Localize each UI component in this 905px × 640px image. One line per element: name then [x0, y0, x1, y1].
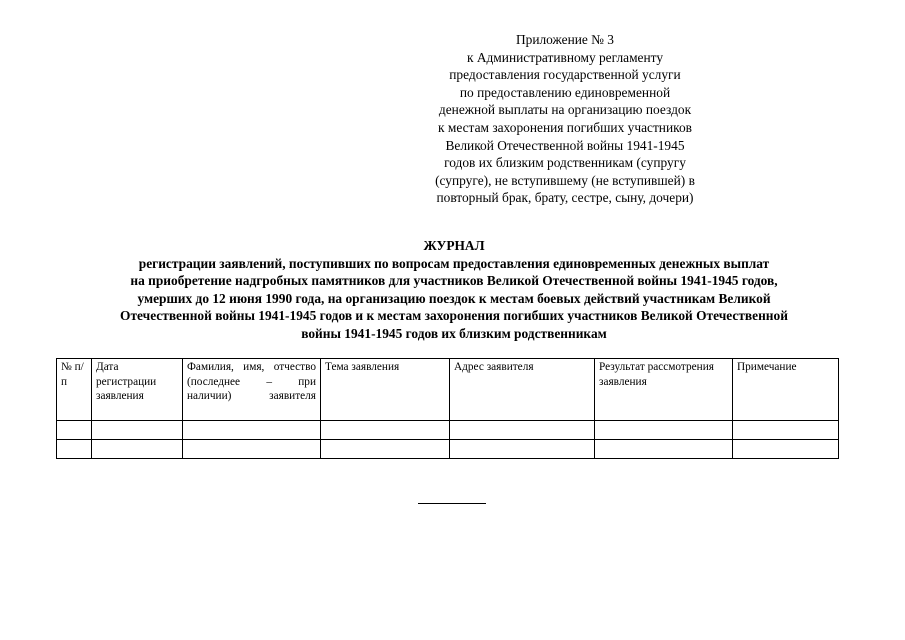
- table-cell: [183, 440, 321, 459]
- appendix-line: годов их близким родственникам (супругу: [444, 155, 686, 171]
- journal-title: ЖУРНАЛ: [423, 238, 485, 253]
- table-cell: [595, 421, 733, 440]
- journal-subtitle-line: войны 1941-1945 годов их близким родственникам: [301, 325, 607, 341]
- journal-heading: [56, 237, 852, 343]
- table-cell: [183, 421, 321, 440]
- table-header-row: [57, 359, 839, 421]
- column-header-date: Дата регистрации заявления: [92, 359, 183, 421]
- journal-subtitle-line: умерших до 12 июня 1990 года, на организацию поездок к местам боевых действий участникам Великой: [137, 290, 771, 306]
- appendix-line: предоставления государственной услуги: [449, 67, 681, 83]
- column-header-topic: Тема заявления: [321, 359, 450, 421]
- column-header-address: Адрес заявителя: [450, 359, 595, 421]
- appendix-line: Великой Отечественной войны 1941-1945: [445, 137, 685, 153]
- table-cell: [450, 421, 595, 440]
- appendix-line: по предоставлению единовременной: [459, 84, 671, 100]
- registration-table: [56, 358, 839, 459]
- appendix-header: [410, 31, 720, 207]
- table-cell: [92, 440, 183, 459]
- table-cell: [57, 421, 92, 440]
- column-header-number: № п/п: [57, 359, 92, 421]
- appendix-line: Приложение № 3: [515, 32, 615, 47]
- table-cell: [733, 421, 839, 440]
- journal-subtitle-line: Отечественной войны 1941-1945 годов и к местам захоронения погибших участников Великой Отечественной: [120, 308, 788, 324]
- column-header-applicant-name: Фамилия, имя, отчество (последнее – при наличии) заявителя: [183, 359, 321, 421]
- appendix-line: к Административному регламенту: [466, 49, 664, 65]
- table-cell: [450, 440, 595, 459]
- appendix-line: (супруге), не вступившему (не вступившей) в: [435, 172, 695, 188]
- table-row: [57, 440, 839, 459]
- column-header-note: Примечание: [733, 359, 839, 421]
- table-cell: [321, 421, 450, 440]
- separator-line: [418, 503, 486, 504]
- column-header-result: Результат рассмотрения заявления: [595, 359, 733, 421]
- table-cell: [733, 440, 839, 459]
- appendix-line: денежной выплаты на организацию поездок: [438, 102, 692, 118]
- table-cell: [92, 421, 183, 440]
- table-cell: [321, 440, 450, 459]
- table-row: [57, 421, 839, 440]
- appendix-line: повторный брак, брату, сестре, сыну, дочери): [436, 190, 694, 206]
- appendix-line: к местам захоронения погибших участников: [438, 119, 692, 135]
- journal-subtitle-line: регистрации заявлений, поступивших по вопросам предоставления единовременных денежных выплат: [138, 255, 770, 271]
- table-cell: [595, 440, 733, 459]
- journal-subtitle-line: на приобретение надгробных памятников для участников Великой Отечественной войны 1941-1945 годов,: [130, 273, 778, 289]
- table-cell: [57, 440, 92, 459]
